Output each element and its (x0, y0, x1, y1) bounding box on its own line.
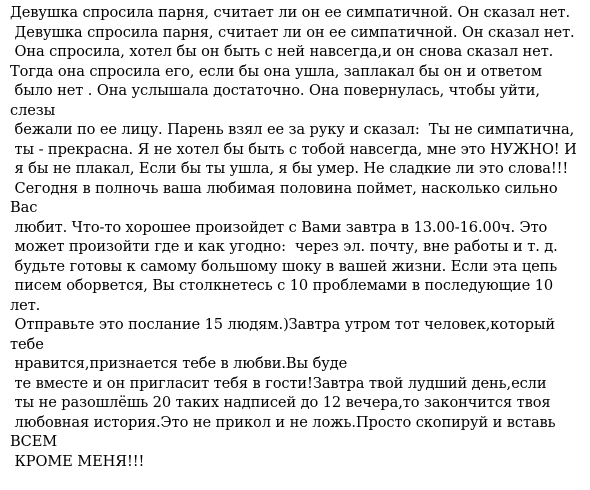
text-line: те вместе и он пригласит тебя в гости!Завтра твой лудший день,если (10, 374, 547, 392)
text-line: Отправьте это послание 15 людям.)Завтра утром тот человек,который (10, 316, 555, 333)
text-line: ты - прекрасна. Я не хотел бы быть с тобой навсегда, мне это НУЖНО! И (10, 140, 577, 158)
text-line: бежали по ее лицу. Парень взял ее за руку и сказал: Ты не симпатична, (10, 121, 575, 138)
text-line: Сегодня в полночь ваша любимая половина поймет, насколько сильно (10, 179, 558, 197)
chain-letter-text (10, 3, 586, 471)
text-line: КРОМЕ МЕНЯ!!! (10, 452, 145, 470)
text-line: любовная история.Это не прикол и не ложь.Просто скопируй и вставь (10, 413, 556, 431)
text-line: Тогда она спросила его, если бы она ушла, заплакал бы он и ответом (10, 62, 542, 80)
text-line: лет. (10, 296, 41, 314)
text-line: любит. Что-то хорошее произойдет с Вами завтра в 13.00-16.00ч. Это (10, 218, 548, 236)
text-line: тебе (10, 335, 44, 353)
text-line: Девушка спросила парня, считает ли он ее симпатичной. Он сказал нет. (10, 4, 571, 21)
text-line: Девушка спросила парня, считает ли он ее симпатичной. Он сказал нет. (10, 23, 575, 41)
text-line: Она спросила, хотел бы он быть с ней навсегда,и он снова сказал нет. (10, 43, 554, 60)
text-line: слезы (10, 101, 56, 119)
text-line: будьте готовы к самому большому шоку в вашей жизни. Если эта цепь (10, 257, 558, 275)
text-line: ты не разошлёшь 20 таких надписей до 12 вечера,то закончится твоя (10, 394, 551, 411)
text-line: я бы не плакал, Если бы ты ушла, я бы умер. Не сладкие ли это слова!!! (10, 160, 569, 177)
text-line: нравится,признается тебе в любви.Вы буде (10, 355, 348, 372)
text-line: Вас (10, 199, 38, 216)
text-line: ВСЕМ (10, 433, 58, 450)
text-line: было нет . Она услышала достаточно. Она повернулась, чтобы уйти, (10, 82, 540, 99)
text-line: писем оборвется, Вы столкнетесь с 10 проблемами в последующие 10 (10, 277, 554, 294)
text-line: может произойти где и как угодно: через эл. почту, вне работы и т. д. (10, 238, 558, 255)
